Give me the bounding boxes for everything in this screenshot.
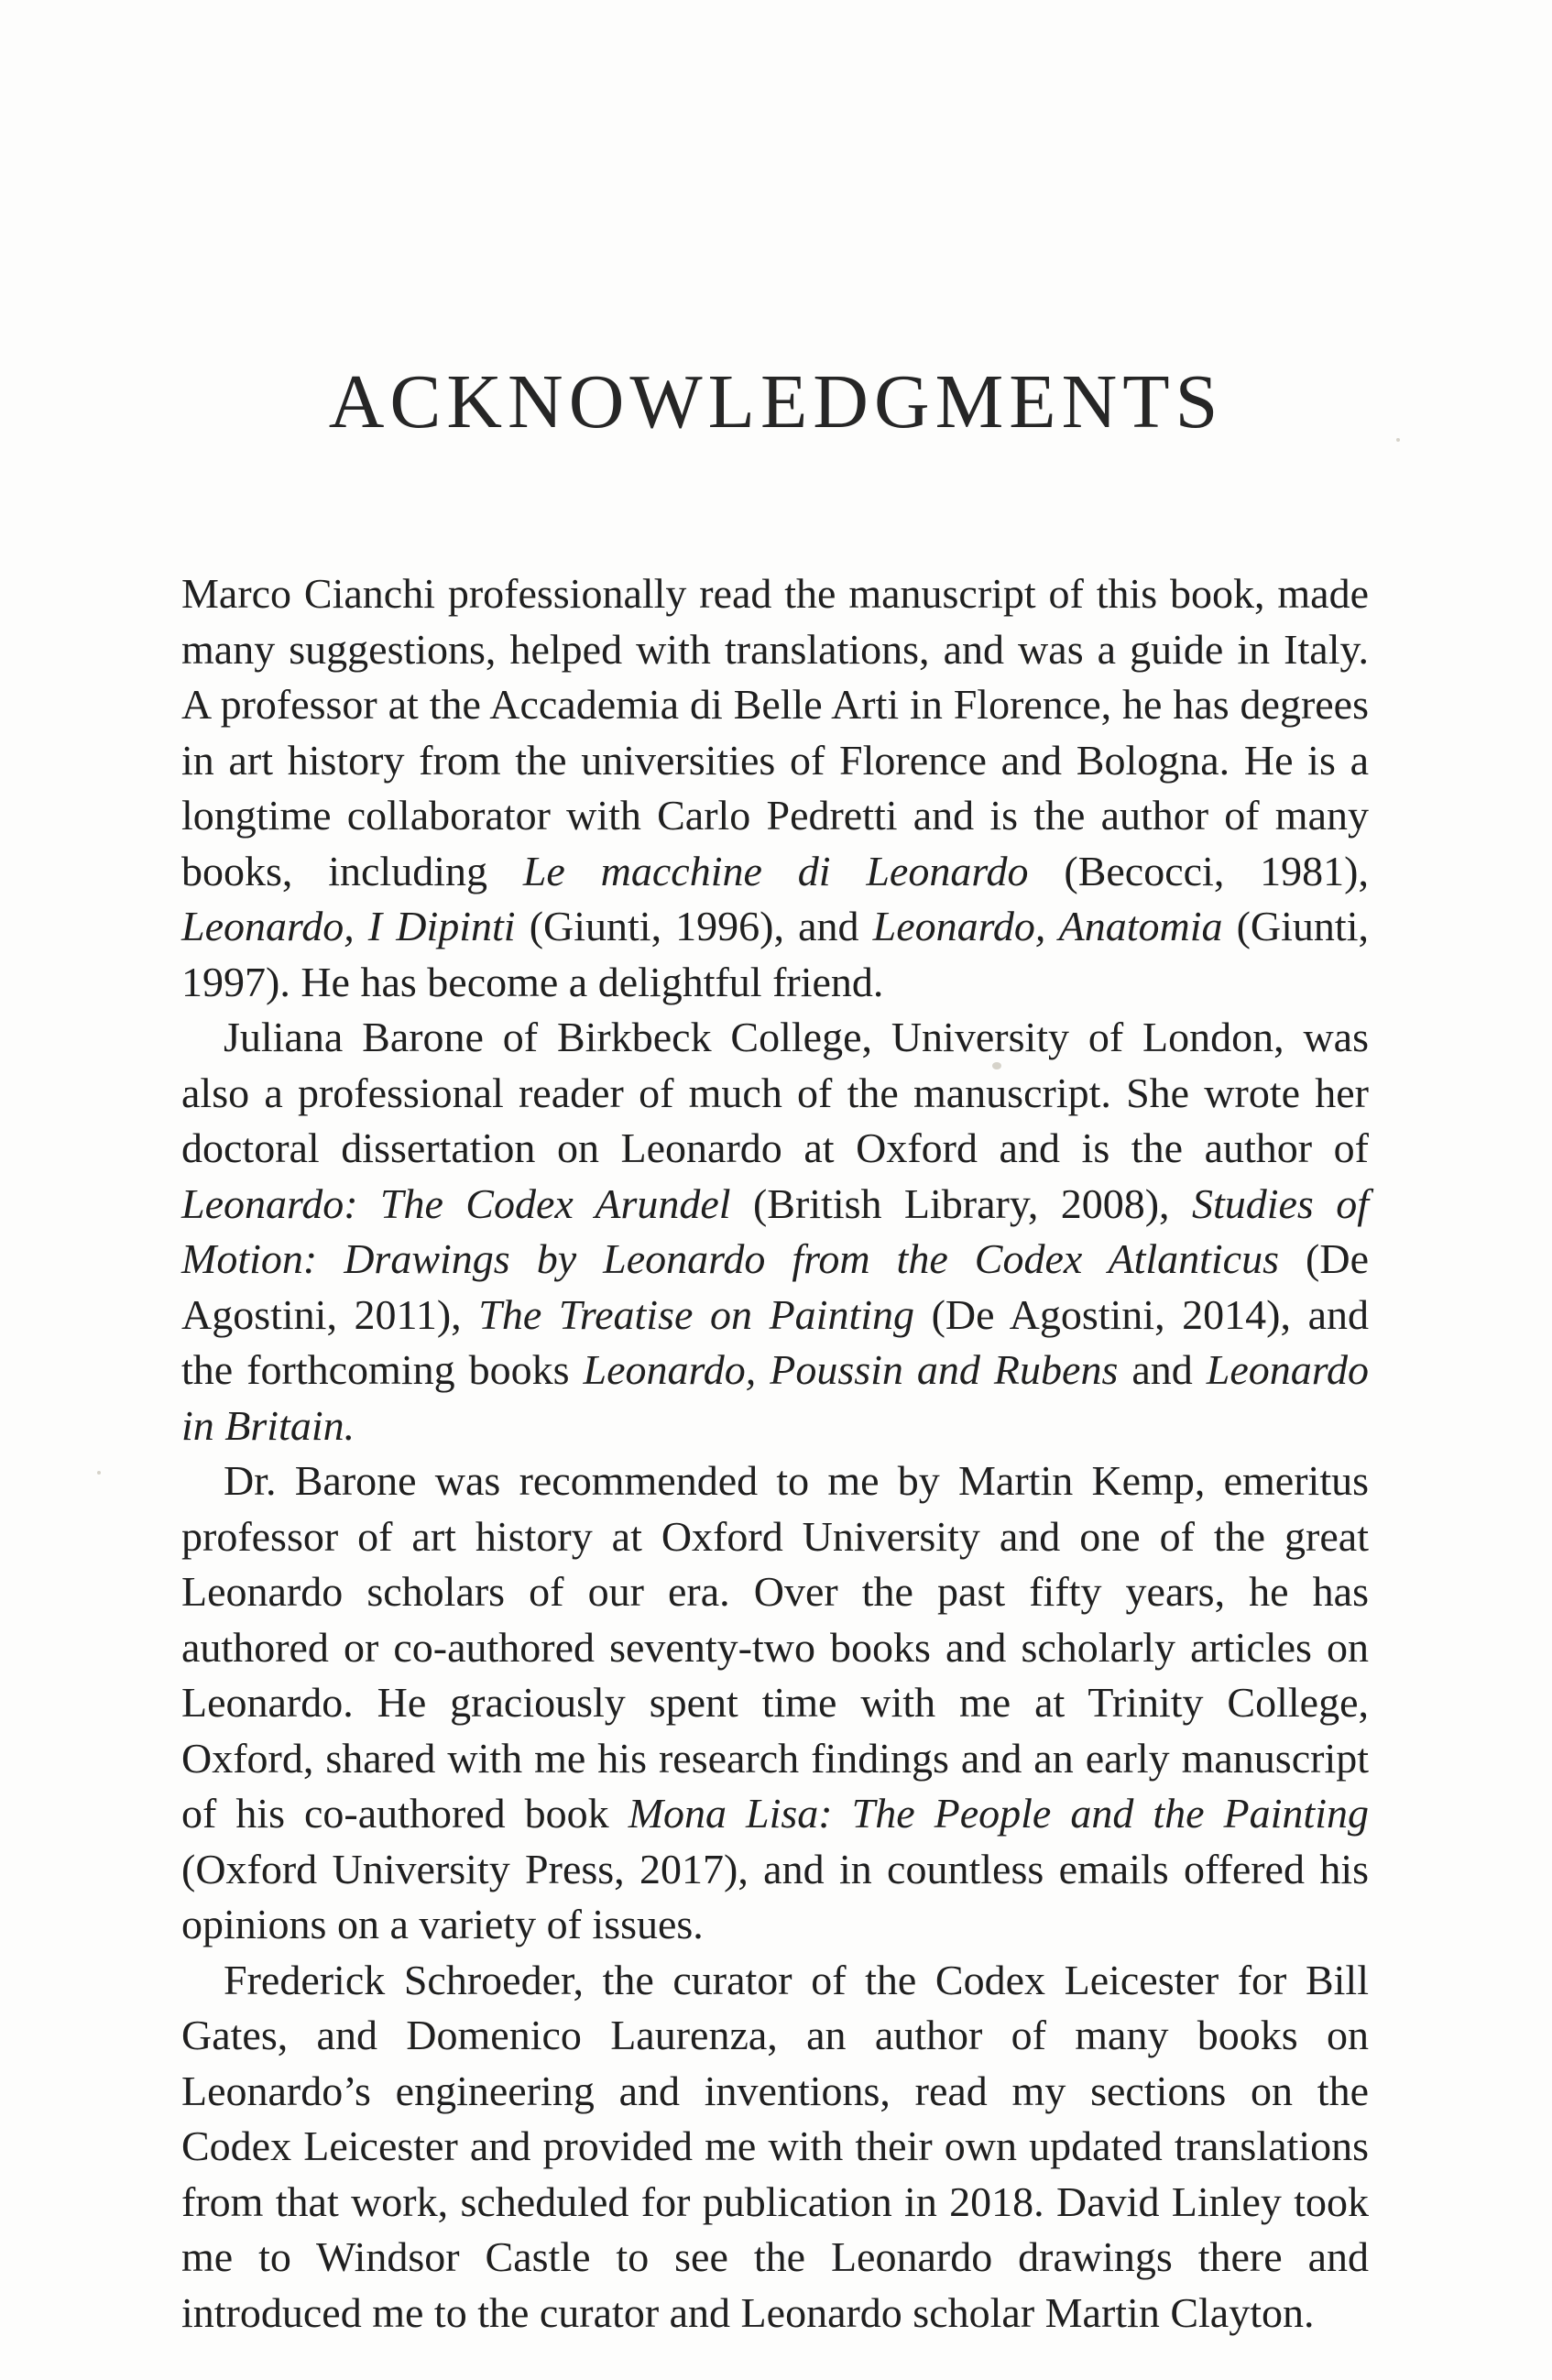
paper-speck (992, 1062, 1001, 1069)
acknowledgments-body (181, 566, 1369, 2341)
paragraph-schroeder (181, 1953, 1369, 2342)
paragraph-cianchi (181, 566, 1369, 1010)
text-segment: (Giunti, 1996), and (515, 903, 873, 949)
text-segment: Juliana Barone of Birkbeck College, University of London, was also a professional reader of much of the manuscript. She wrote her doctoral dissertation on Leonardo at Oxford and is the author of (181, 1014, 1369, 1171)
book-title: The Treatise on Painting (478, 1290, 915, 1338)
book-title: Mona Lisa: The People and the Painting (628, 1790, 1369, 1837)
text-segment: (Giunti, 1997). He has become a delightful friend. (181, 903, 1369, 1005)
text-segment: and (1118, 1346, 1207, 1393)
book-title: Leonardo, Anatomia (872, 903, 1223, 949)
text-segment: Marco Cianchi professionally read the manuscript of this book, made many suggestions, helped with translations, and was a guide in Italy. A professor at the Accademia di Belle Arti in Florence, he has degrees in art history from the universities of Florence and Bologna. He is a longtime collaborator with Carlo Pedretti and is the author of many books, including (181, 570, 1369, 894)
text-segment: (Oxford University Press, 2017), and in countless emails offered his opinions on a variety of issues. (181, 1845, 1369, 1947)
text-segment: (De Agostini, 2011), (181, 1235, 1369, 1338)
text-segment: (Becocci, 1981), (1028, 847, 1369, 894)
book-title: Leonardo: The Codex Arundel (181, 1179, 731, 1227)
text-segment: Frederick Schroeder, the curator of the Codex Leicester for Bill Gates, and Domenico Laurenza, an author of many books on Leonardo’s engineering and inventions, read my sections on the Codex Leicester and provided me with their own updated translations from that work, scheduled for publication in 2018. David Linley took me to Windsor Castle to see the Leonardo drawings there and introduced me to the curator and Leonardo scholar Martin Clayton. (181, 1956, 1369, 2336)
page-title: ACKNOWLEDGMENTS (328, 359, 1224, 444)
text-segment: (De Agostini, 2014), and the forthcoming books (181, 1290, 1369, 1393)
book-title: Leonardo, Poussin and Rubens (583, 1346, 1119, 1393)
book-title: Le macchine di Leonardo (522, 847, 1029, 894)
paragraph-kemp (181, 1453, 1369, 1953)
paper-speck (97, 1471, 101, 1475)
text-segment: Dr. Barone was recommended to me by Martin Kemp, emeritus professor of art history at Oxford University and one of the great Leonardo scholars of our era. Over the past fifty years, he has authored or co-authored seventy-two books and scholarly articles on Leonardo. He graciously spent time with me at Trinity College, Oxford, shared with me his research findings and an early manuscript of his co-authored book (181, 1457, 1369, 1837)
book-title: Studies of Motion: Drawings by Leonardo from the Codex Atlanticus (181, 1179, 1369, 1282)
text-segment: (British Library, 2008), (730, 1179, 1192, 1227)
book-title: Leonardo, I Dipinti (181, 903, 516, 949)
paragraph-barone (181, 1010, 1369, 1453)
book-title: Leonardo in Britain. (181, 1346, 1369, 1449)
paper-speck (1396, 438, 1400, 442)
